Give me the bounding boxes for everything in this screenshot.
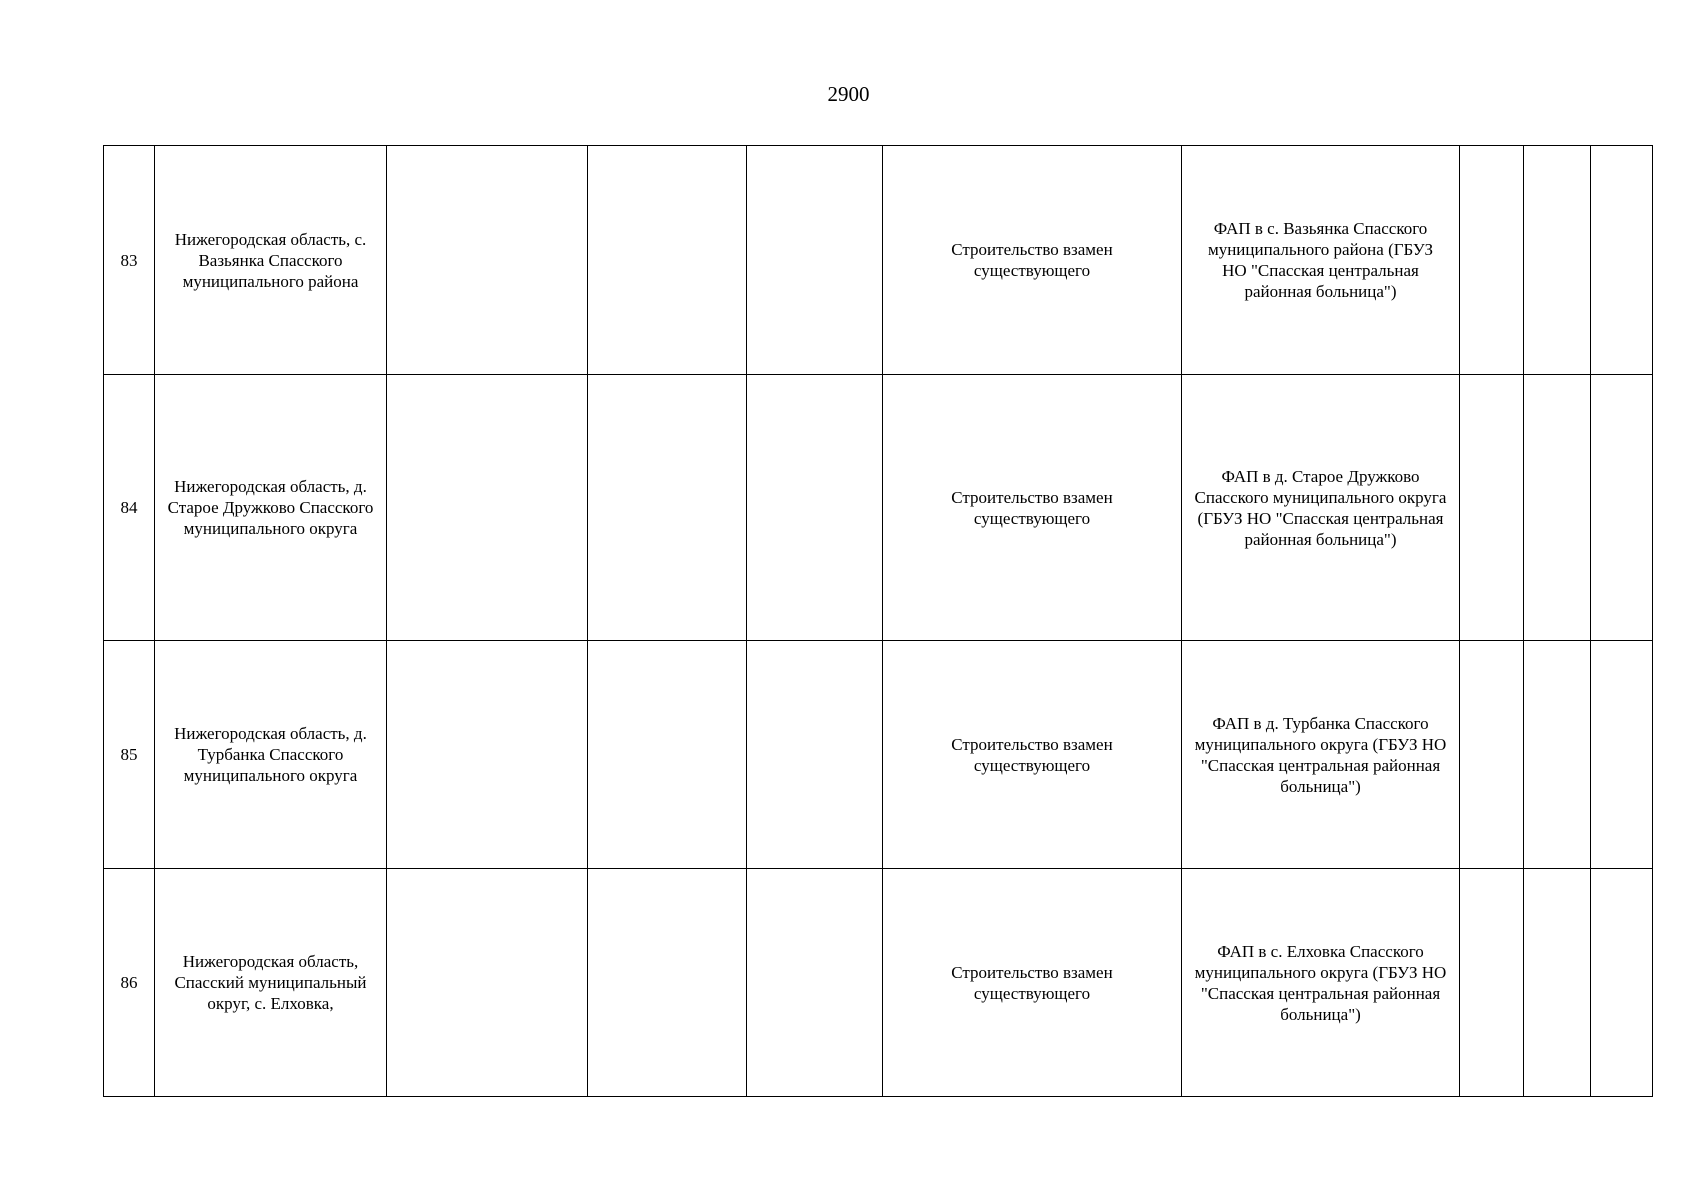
empty-cell [1460,375,1524,641]
empty-cell [387,375,588,641]
empty-cell [1524,641,1591,869]
work-type-cell: Строительство взамен существующего [883,375,1182,641]
object-cell: ФАП в с. Вазьянка Спасского муниципального района (ГБУЗ НО "Спасская центральная районная больница") [1182,146,1460,375]
address-cell: Нижегородская область, с. Вазьянка Спасского муниципального района [155,146,387,375]
empty-cell [387,869,588,1097]
empty-cell [1591,641,1653,869]
address-cell: Нижегородская область, Спасский муниципальный округ, с. Елховка, [155,869,387,1097]
table-row [104,146,1653,375]
empty-cell [1591,146,1653,375]
work-type-cell: Строительство взамен существующего [883,641,1182,869]
data-table [103,145,1653,1097]
row-number: 83 [104,146,155,375]
object-cell: ФАП в д. Старое Дружково Спасского муниципального округа (ГБУЗ НО "Спасская центральная районная больница") [1182,375,1460,641]
page-number: 2900 [827,82,870,106]
empty-cell [588,869,747,1097]
empty-cell [1460,146,1524,375]
address-cell: Нижегородская область, д. Турбанка Спасского муниципального округа [155,641,387,869]
empty-cell [747,146,883,375]
work-type-cell: Строительство взамен существующего [883,869,1182,1097]
row-number: 85 [104,641,155,869]
empty-cell [1460,869,1524,1097]
empty-cell [747,641,883,869]
empty-cell [747,869,883,1097]
object-cell: ФАП в с. Елховка Спасского муниципального округа (ГБУЗ НО "Спасская центральная районная больница") [1182,869,1460,1097]
empty-cell [588,375,747,641]
object-cell: ФАП в д. Турбанка Спасского муниципального округа (ГБУЗ НО "Спасская центральная районная больница") [1182,641,1460,869]
empty-cell [1591,375,1653,641]
empty-cell [1524,375,1591,641]
row-number: 86 [104,869,155,1097]
empty-cell [1524,146,1591,375]
empty-cell [387,641,588,869]
empty-cell [1460,641,1524,869]
table-row [104,375,1653,641]
empty-cell [1591,869,1653,1097]
address-cell: Нижегородская область, д. Старое Дружково Спасского муниципального округа [155,375,387,641]
empty-cell [1524,869,1591,1097]
table-row [104,869,1653,1097]
empty-cell [588,146,747,375]
work-type-cell: Строительство взамен существующего [883,146,1182,375]
table-row [104,641,1653,869]
row-number: 84 [104,375,155,641]
empty-cell [588,641,747,869]
empty-cell [747,375,883,641]
empty-cell [387,146,588,375]
